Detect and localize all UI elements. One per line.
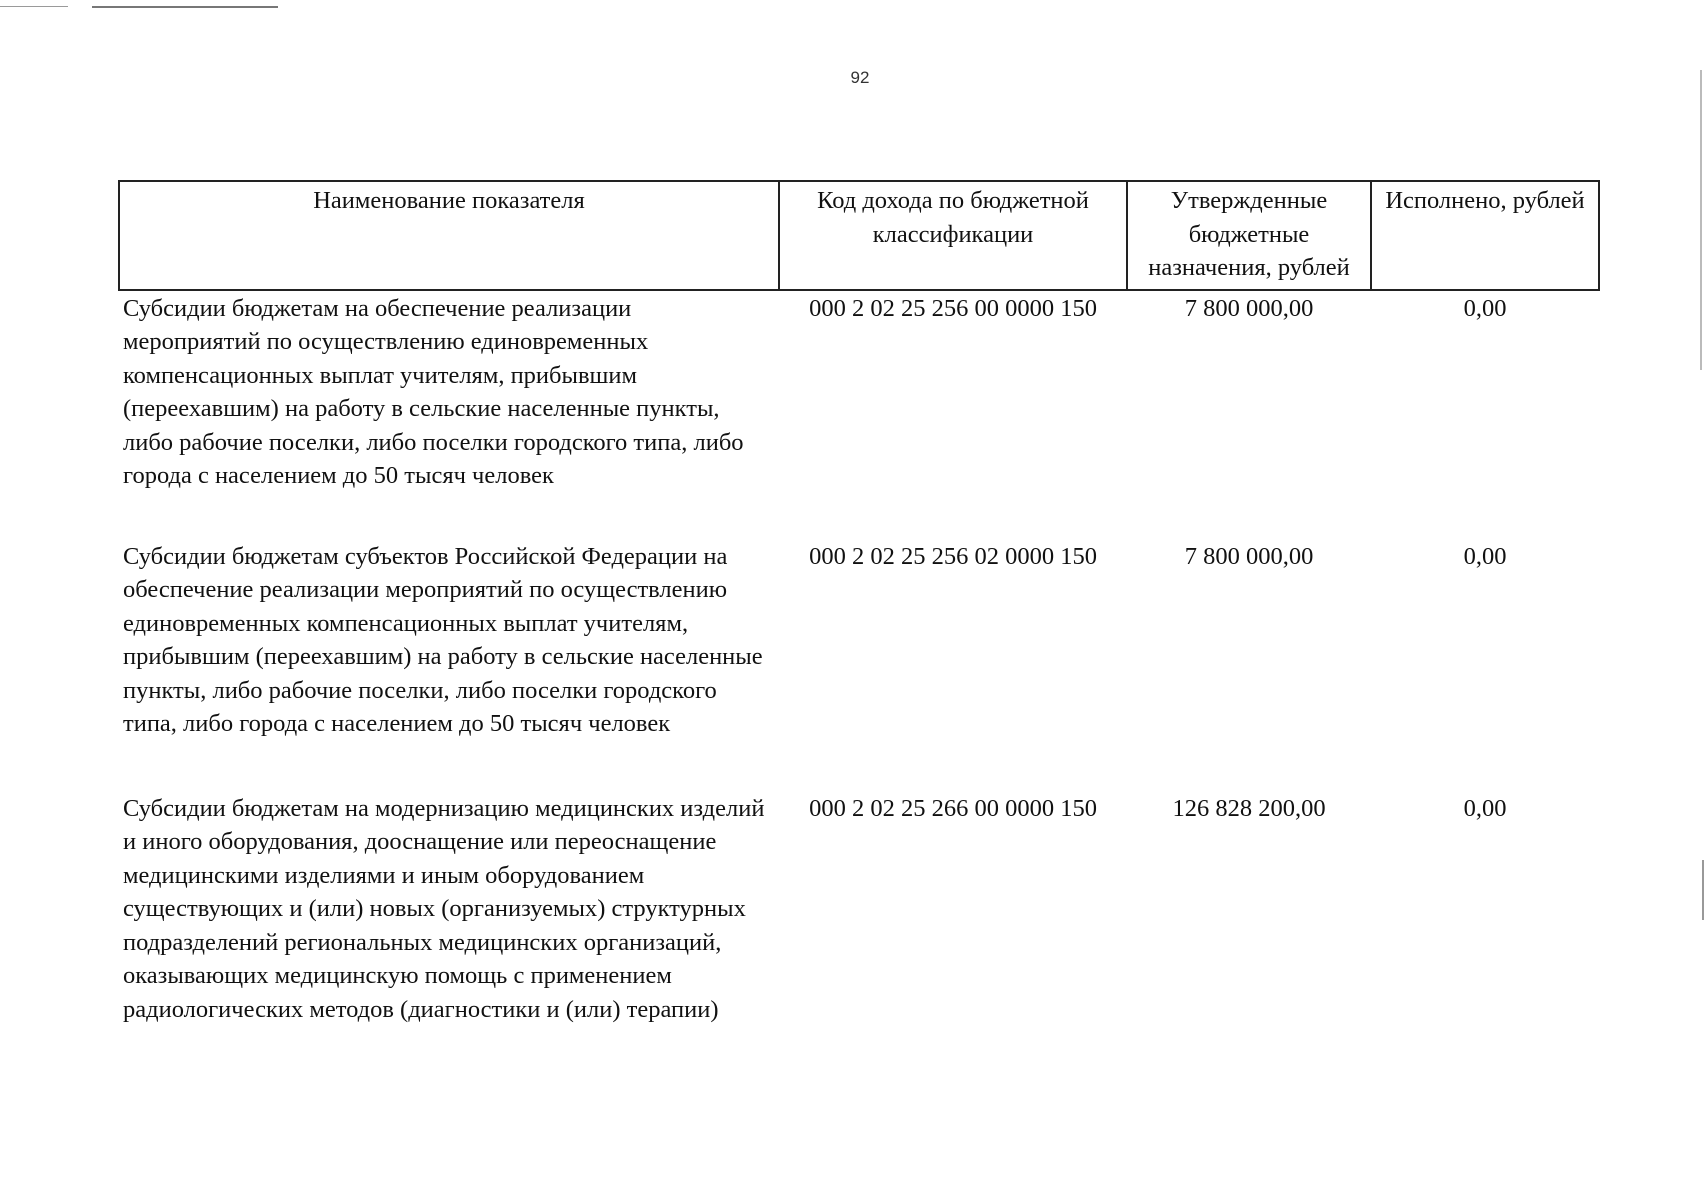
scan-edge-right-2 xyxy=(1702,860,1704,920)
scan-edge-top xyxy=(92,6,278,8)
income-code: 000 2 02 25 256 02 0000 150 xyxy=(809,542,1097,570)
approved-amount: 7 800 000,00 xyxy=(1184,542,1314,570)
budget-table xyxy=(118,180,1600,1026)
executed-amount: 0,00 xyxy=(1463,542,1507,570)
scan-edge-top-left xyxy=(0,6,68,7)
table-row xyxy=(119,290,1599,534)
executed-amount: 0,00 xyxy=(1463,794,1507,822)
table-header-row xyxy=(119,181,1599,290)
indicator-name: Субсидии бюджетам на модернизацию медицинских изделий и иного оборудования, дооснащение или переоснащение медицинскими изделиями и иным оборудованием существующих и (или) новых (организуемых) структурных подразделений региональных медицинских организаций, оказывающих медицинскую помощь с применением радиологических методов (диагностики и (или) терапии) xyxy=(123,794,765,1023)
executed-amount: 0,00 xyxy=(1463,294,1507,322)
header-indicator-name: Наименование показателя xyxy=(119,181,779,290)
income-code: 000 2 02 25 266 00 0000 150 xyxy=(809,794,1097,822)
page-number: 92 xyxy=(850,68,870,87)
approved-amount: 7 800 000,00 xyxy=(1184,294,1314,322)
approved-amount: 126 828 200,00 xyxy=(1172,794,1326,822)
header-income-code: Код дохода по бюджетной классификации xyxy=(779,181,1127,290)
scan-edge-right-1 xyxy=(1700,70,1702,370)
indicator-name: Субсидии бюджетам на обеспечение реализации мероприятий по осуществлению единовременных компенсационных выплат учителям, прибывшим (переехавшим) на работу в сельские населенные пункты, либо рабочие поселки, либо поселки городского типа, либо города с населением до 50 тысяч человек xyxy=(123,294,744,489)
table-row xyxy=(119,534,1599,792)
income-code: 000 2 02 25 256 00 0000 150 xyxy=(809,294,1097,322)
header-executed-amount: Исполнено, рублей xyxy=(1371,181,1599,290)
indicator-name: Субсидии бюджетам субъектов Российской Федерации на обеспечение реализации мероприятий по осуществлению единовременных компенсационных выплат учителям, прибывшим (переехавшим) на работу в сельские населенные пункты, либо рабочие поселки, либо поселки городского типа, либо города с населением до 50 тысяч человек xyxy=(123,542,763,737)
header-approved-amount: Утвержденные бюджетные назначения, рублей xyxy=(1127,181,1371,290)
table-row xyxy=(119,792,1599,1027)
